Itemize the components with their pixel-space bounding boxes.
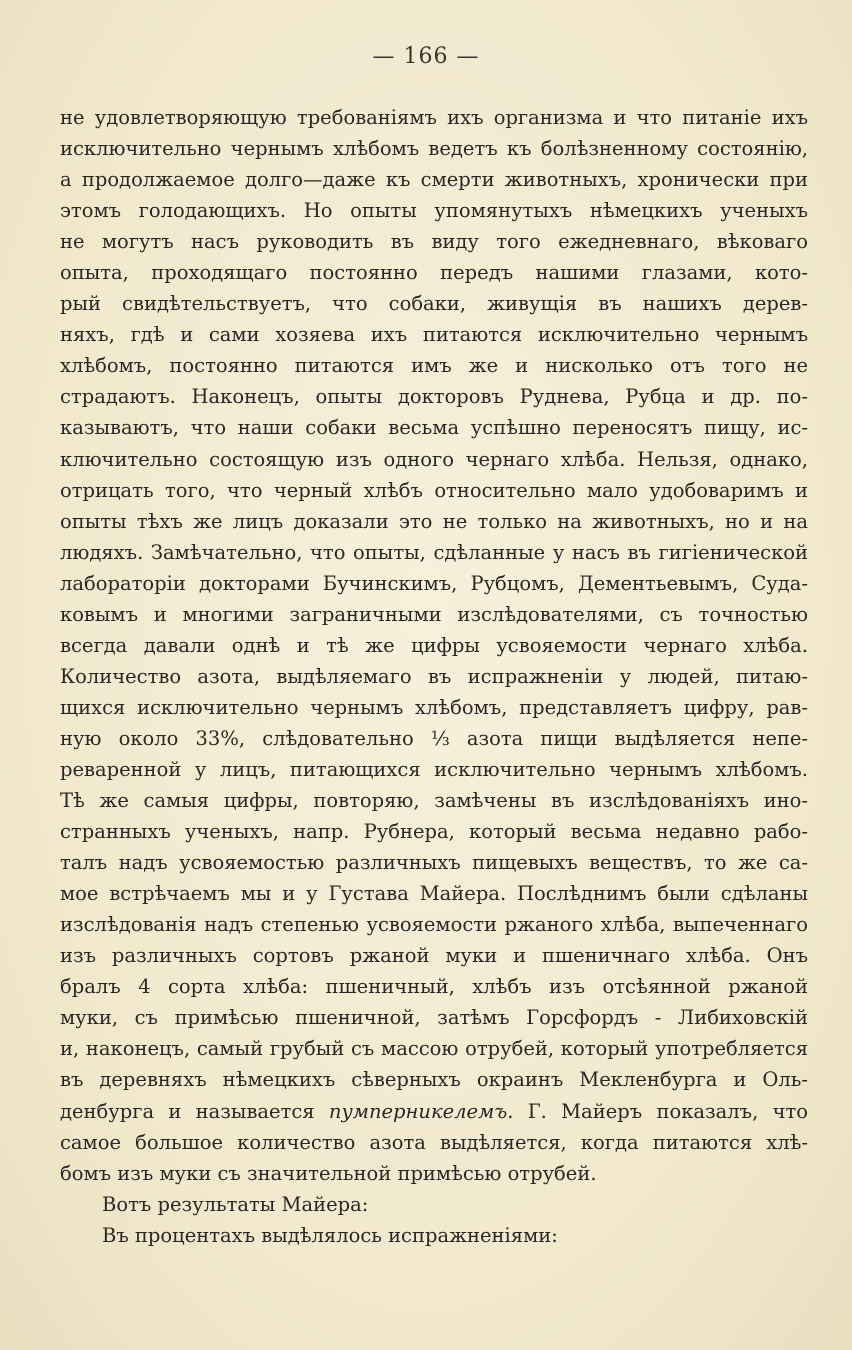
text-line: талъ надъ усвояемостью различныхъ пищевыхъ веществъ, то же са- [60,851,808,875]
text-line: всегда давали однѣ и тѣ же цифры усвояемости чернаго хлѣба. [60,633,808,657]
text-line: отрицать того, что черный хлѣбъ относительно мало удобоваримъ и [60,478,808,502]
text-line: исключительно чернымъ хлѣбомъ ведетъ къ болѣзненному состоянію, [60,137,808,161]
text-line: страдаютъ. Наконецъ, опыты докторовъ Руднева, Рубца и др. по- [60,385,808,409]
text-line: людяхъ. Замѣчательно, что опыты, сдѣланные у насъ въ гигіенической [60,540,808,564]
text-line: Тѣ же самыя цифры, повторяю, замѣчены въ изслѣдованіяхъ ино- [60,789,808,813]
text-line: этомъ голодающихъ. Но опыты упомянутыхъ нѣмецкихъ ученыхъ [60,199,808,223]
text-line-before-italic: денбурга и называется [60,1099,329,1123]
text-line: изъ различныхъ сортовъ ржаной муки и пшеничнаго хлѣба. Онъ [60,944,808,968]
text-line: въ деревняхъ нѣмецкихъ сѣверныхъ окраинъ Мекленбурга и Оль- [60,1068,808,1092]
text-line: не могутъ насъ руководить въ виду того ежедневнаго, вѣковаго [60,230,808,254]
text-line: бралъ 4 сорта хлѣба: пшеничный, хлѣбъ изъ отсѣянной ржаной [60,975,808,999]
text-line: реваренной у лицъ, питающихся исключительно чернымъ хлѣбомъ. [60,757,808,781]
text-line: щихся исключительно чернымъ хлѣбомъ, представляетъ цифру, рав- [60,695,808,719]
paragraph-end-line: бомъ изъ муки съ значительной примѣсью отрубей. [60,1161,597,1185]
text-line-after-italic: . Г. Майеръ показалъ, что [507,1099,808,1123]
text-line: ную около 33%, слѣдовательно ⅓ азота пищи выдѣляется непе- [60,726,808,750]
text-line: опыты тѣхъ же лицъ доказали это не только на животныхъ, но и на [60,509,808,533]
text-line: изслѣдованія надъ степенью усвояемости ржаного хлѣба, выпеченнаго [60,913,808,937]
text-line: няхъ, гдѣ и сами хозяева ихъ питаются исключительно чернымъ [60,323,808,347]
text-line: ключительно состоящую изъ одного чернаго хлѣба. Нельзя, однако, [60,447,808,471]
body-text [60,102,808,1251]
text-line: а продолжаемое долго—даже къ смерти животныхъ, хронически при [60,168,808,192]
text-line: самое большое количество азота выдѣляется, когда питаются хлѣ- [60,1130,808,1154]
results-intro-line: Вотъ результаты Майера: [102,1192,369,1216]
text-line: муки, съ примѣсью пшеничной, затѣмъ Горсфордъ - Либиховскій [60,1006,808,1030]
text-line-with-italic [60,1096,808,1127]
text-line: странныхъ ученыхъ, напр. Рубнера, который весьма недавно рабо- [60,820,808,844]
text-line: лабораторіи докторами Бучинскимъ, Рубцомъ, Дементьевымъ, Суда- [60,571,808,595]
text-line: ковымъ и многими заграничными изслѣдователями, съ точностью [60,602,808,626]
page-number: — 166 — [372,44,480,69]
text-line: мое встрѣчаемъ мы и у Густава Майера. Послѣднимъ были сдѣланы [60,882,808,906]
text-line: Количество азота, выдѣляемаго въ испражненіи у людей, питаю- [60,664,808,688]
table-caption-line: Въ процентахъ выдѣлялось испражненіями: [102,1223,558,1247]
text-line: рый свидѣтельствуетъ, что собаки, живущія въ нашихъ дерев- [60,292,808,316]
text-line: не удовлетворяющую требованіямъ ихъ организма и что питаніе ихъ [60,106,808,129]
text-line: казываютъ, что наши собаки весьма успѣшно переносятъ пищу, ис- [60,416,808,440]
text-line: и, наконецъ, самый грубый съ массою отрубей, который употребляется [60,1037,808,1061]
text-line: хлѣбомъ, постоянно питаются имъ же и нисколько отъ того не [60,354,808,378]
italic-term-pumpernickel: пумперникелемъ [328,1099,508,1123]
text-line: опыта, проходящаго постоянно передъ нашими глазами, кото- [60,261,808,285]
